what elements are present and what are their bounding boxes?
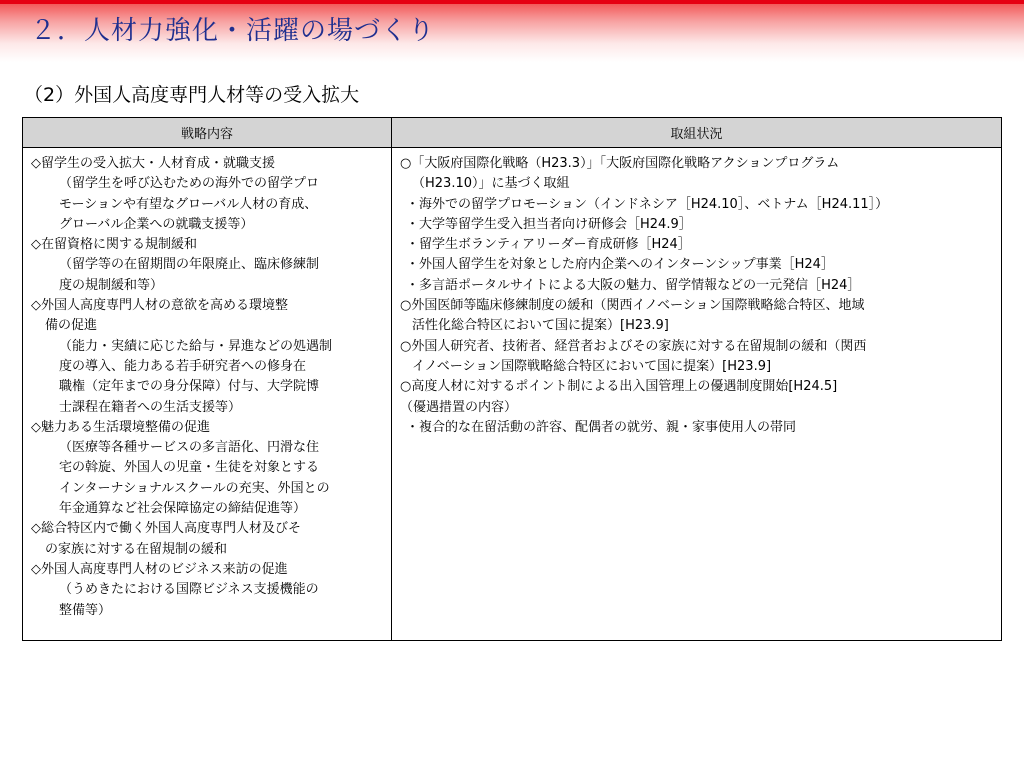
strategy-detail: モーションや有望なグローバル人材の育成、: [59, 196, 318, 212]
status-detail: ・留学生ボランティアリーダー育成研修［H24］: [406, 237, 691, 253]
strategy-detail: 整備等）: [59, 602, 112, 618]
strategy-detail: （能力・実績に応じた給与・昇進などの処遇制: [59, 338, 333, 354]
strategy-detail: 度の導入、能力ある若手研究者への修身在: [59, 358, 307, 374]
strategy-detail: 士課程在籍者への生活支援等）: [59, 399, 242, 415]
strategy-item-cont: の家族に対する在留規制の緩和: [45, 541, 228, 557]
title-band-top-edge: [0, 0, 1024, 4]
strategy-detail: 年金通算など社会保障協定の締結促進等）: [59, 501, 307, 517]
status-item-cont: イノベーション国際戦略総合特区において国に提案）[H23.9]: [412, 358, 772, 374]
table-row: [23, 148, 1002, 641]
strategy-detail: （うめきたにおける国際ビジネス支援機能の: [59, 582, 319, 598]
status-detail: ・外国人留学生を対象とした府内企業へのインターンシップ事業［H24］: [406, 257, 834, 273]
strategy-detail: 宅の斡旋、外国人の児童・生徒を対象とする: [59, 460, 320, 476]
section-subtitle: （2）外国人高度専門人材等の受入拡大: [24, 84, 360, 106]
status-item: ○「大阪府国際化戦略（H23.3）」「大阪府国際化戦略アクションプログラム: [400, 156, 840, 171]
strategy-detail: （留学生を呼び込むための海外での留学プロ: [59, 176, 320, 192]
strategy-item-cont: 備の促進: [45, 318, 98, 334]
strategy-detail: 度の規制緩和等）: [59, 277, 164, 293]
strategy-detail: グローバル企業への就職支援等）: [59, 216, 254, 232]
header-strategy-content: 戦略内容: [23, 118, 392, 148]
status-detail: ・複合的な在留活動の許容、配偶者の就労、親・家事使用人の帯同: [406, 419, 797, 435]
status-item-cont: 活性化総合特区において国に提案）[H23.9]: [412, 318, 669, 334]
strategy-item: ◇外国人高度専門人材の意欲を高める環境整: [31, 298, 288, 314]
strategy-detail: （留学等の在留期間の年限廃止、臨床修練制: [59, 257, 320, 273]
header-status: 取組状況: [392, 118, 1002, 148]
strategy-detail: インターナショナルスクールの充実、外国との: [59, 480, 330, 496]
status-item: ○外国医師等臨床修練制度の緩和（関西イノベーション国際戦略総合特区、地域: [400, 298, 865, 314]
strategy-item: ◇外国人高度専門人材のビジネス来訪の促進: [31, 561, 288, 577]
strategy-table: [22, 117, 1002, 641]
status-item-cont: （優遇措置の内容）: [400, 399, 518, 415]
status-cell: [392, 148, 1002, 641]
slide-title: ２．人材力強化・活躍の場づくり: [30, 16, 436, 46]
status-item: ○高度人材に対するポイント制による出入国管理上の優遇制度開始[H24.5]: [400, 379, 838, 395]
status-detail: ・多言語ポータルサイトによる大阪の魅力、留学情報などの一元発信［H24］: [406, 277, 861, 293]
table-header-row: [23, 118, 1002, 148]
strategy-detail: 職権（定年までの身分保障）付与、大学院博: [59, 379, 320, 395]
strategy-item: ◇総合特区内で働く外国人高度専門人材及びそ: [31, 521, 301, 537]
strategy-content-cell: [23, 148, 392, 641]
status-detail: ・海外での留学プロモーション（インドネシア［H24.10］、ベトナム［H24.11］）: [406, 196, 889, 212]
strategy-item: ◇留学生の受入拡大・人材育成・就職支援: [31, 156, 275, 171]
strategy-item: ◇在留資格に関する規制緩和: [31, 237, 197, 253]
status-item-cont: （H23.10）」に基づく取組: [412, 176, 570, 192]
strategy-detail: （医療等各種サービスの多言語化、円滑な住: [59, 440, 320, 456]
status-detail: ・大学等留学生受入担当者向け研修会［H24.9］: [406, 216, 692, 232]
status-item: ○外国人研究者、技術者、経営者およびその家族に対する在留規制の緩和（関西: [400, 338, 867, 354]
strategy-item: ◇魅力ある生活環境整備の促進: [31, 419, 210, 435]
